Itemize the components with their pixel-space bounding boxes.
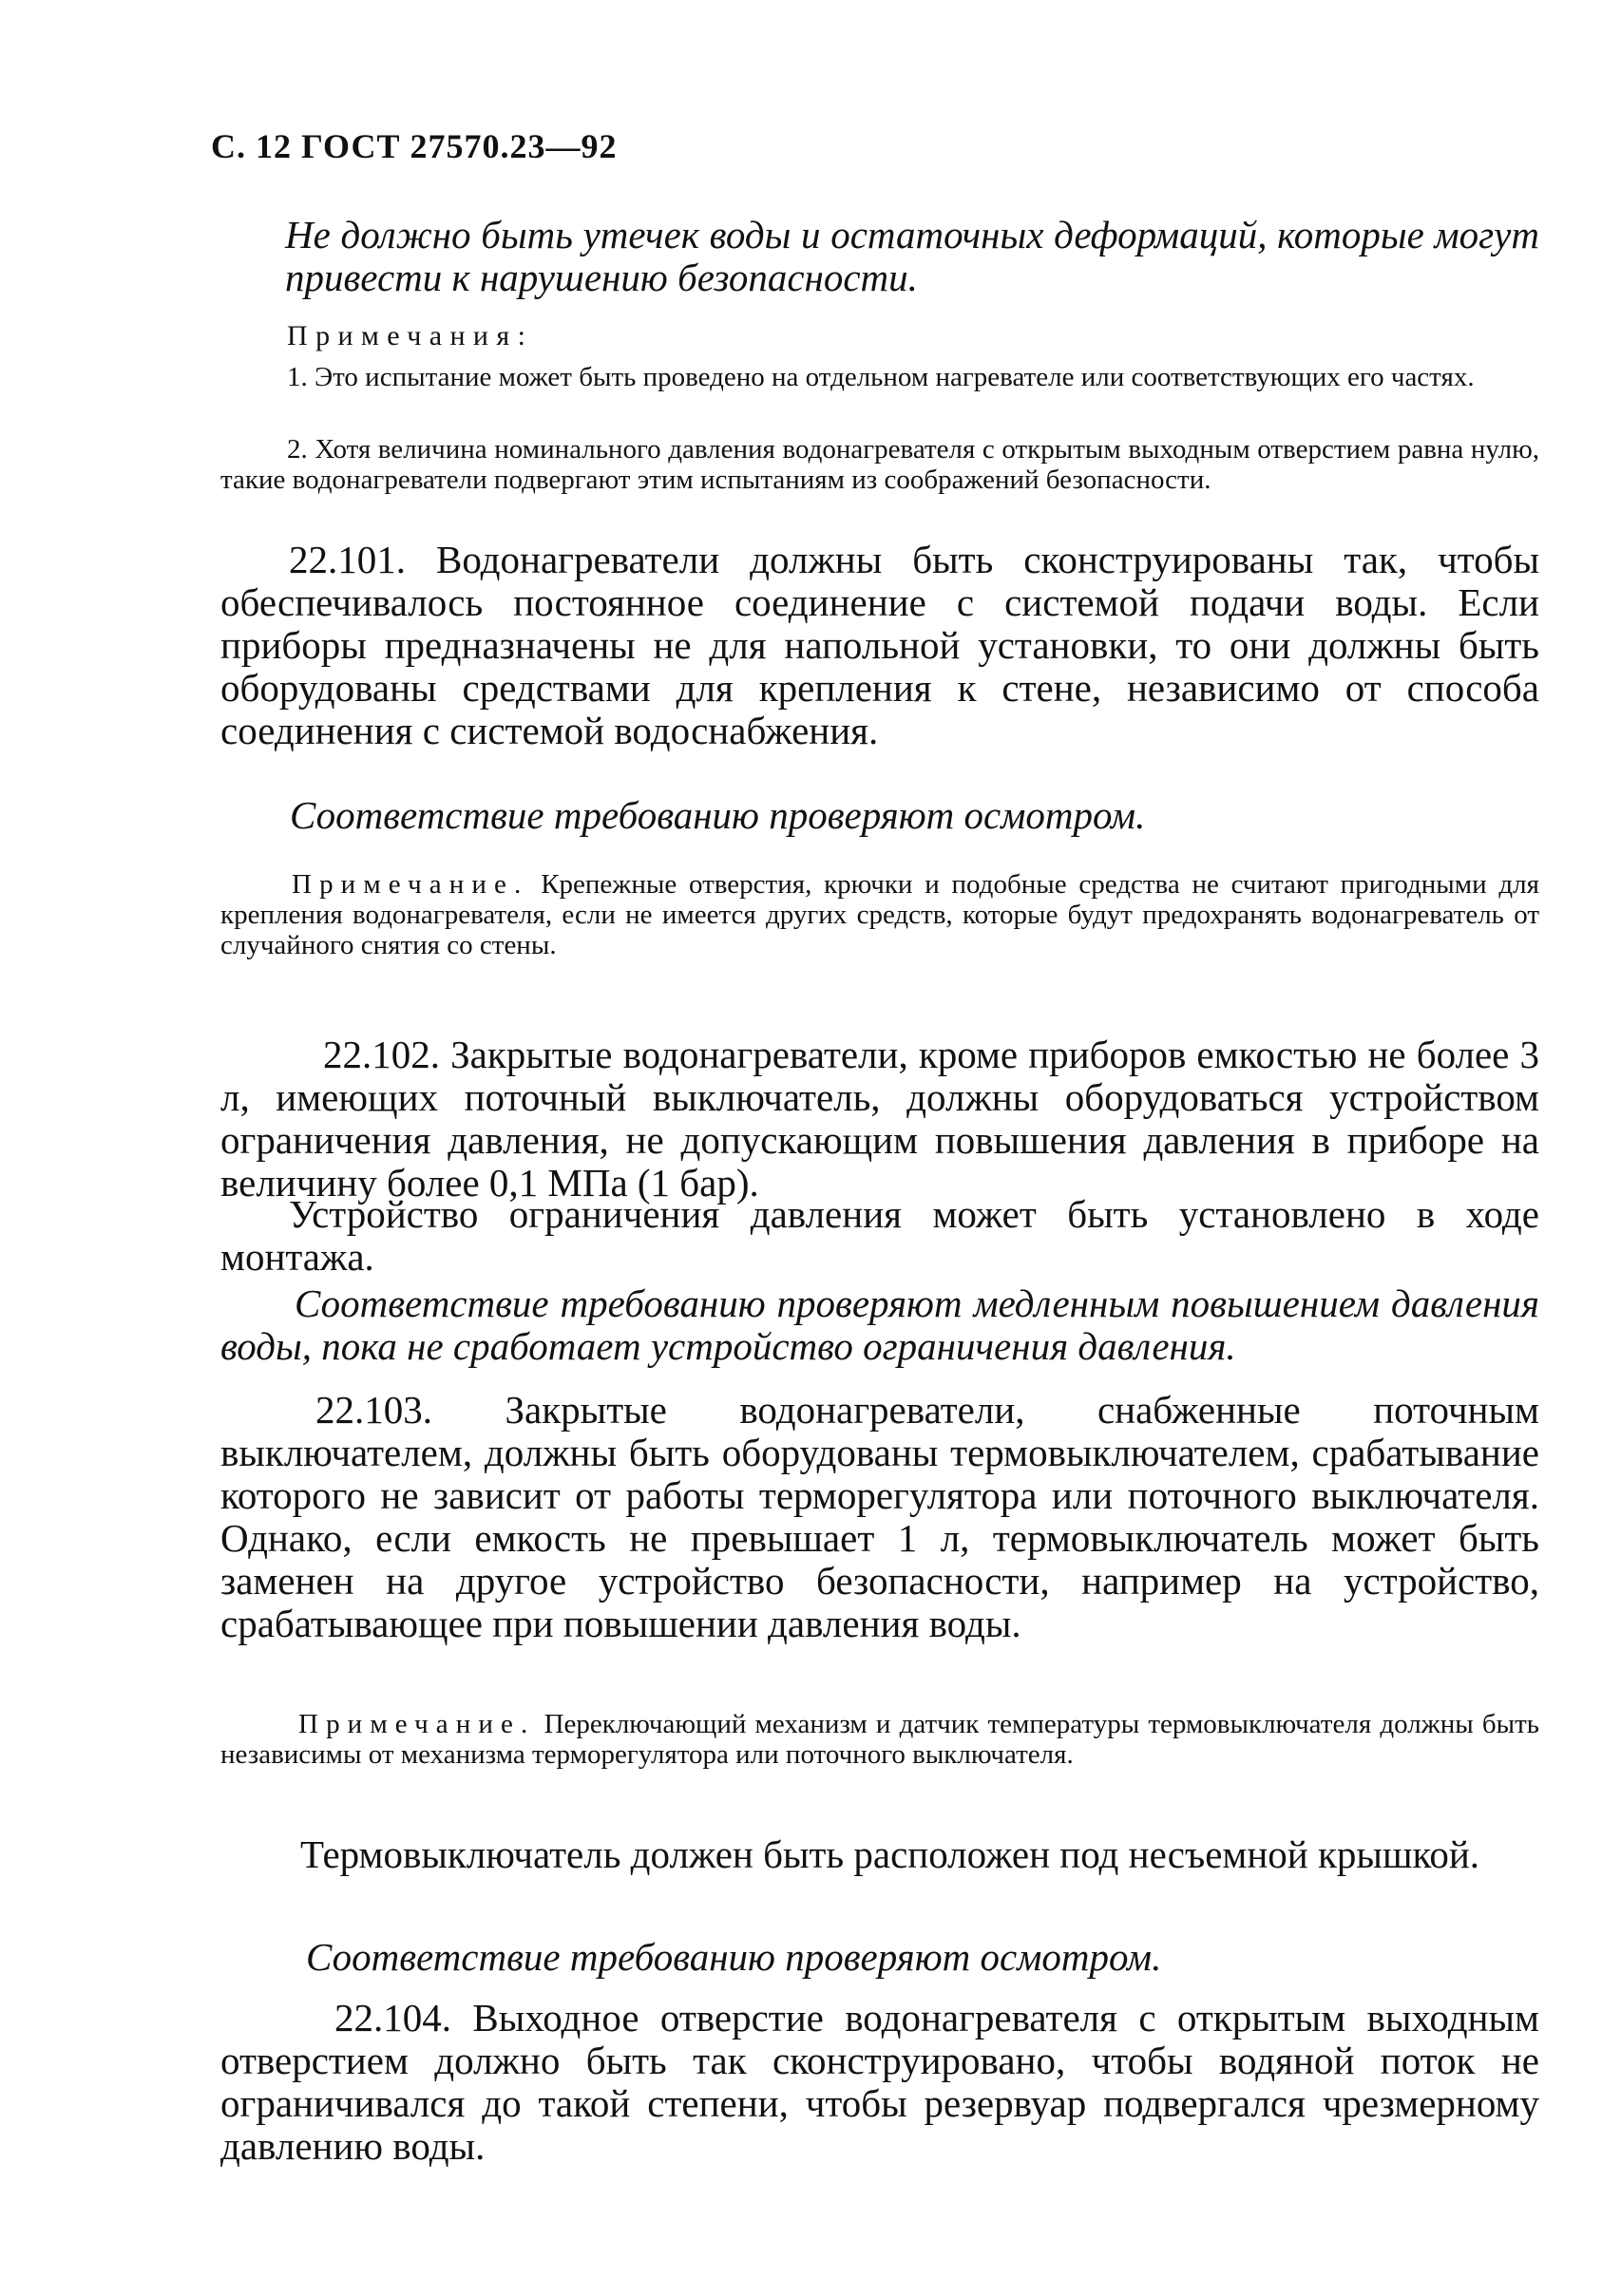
clause-22-102: 22.102. Закрытые водонагреватели, кроме приборов емкостью не более 3 л, имеющих поточный выключатель, должны оборудоваться устройством ограничения давления, не допускающим повышения давления в приборе на величину более 0,1 МПа (1 бар). — [220, 1033, 1539, 1205]
note-mounting — [220, 870, 1539, 961]
note-2: 2. Хотя величина номинального давления водонагревателя с открытым выходным отверстием равна нулю, такие водонагреватели подвергают этим испытаниям из соображений безопасности. — [220, 434, 1539, 495]
compliance-check-inspection-2: Соответствие требованию проверяют осмотром. — [306, 1935, 1162, 1979]
note-thermal-cutout — [220, 1710, 1539, 1771]
note-mounting-text: Крепежные отверстия, крючки и подобные средства не считают пригодными для крепления водонагревателя, если не имеется других средств, которые будут предохранять водонагреватель от случайного снятия со стены. — [220, 869, 1539, 960]
requirement-text: Не должно быть утечек воды и остаточных деформаций, которые могут привести к нарушению безопасности. — [285, 213, 1539, 300]
pressure-device-installation: Устройство ограничения давления может быть установлено в ходе монтажа. — [220, 1192, 1539, 1280]
compliance-check-pressure: Соответствие требованию проверяют медленным повышением давления воды, пока не сработает устройство ограничения давления. — [220, 1281, 1539, 1369]
page-header: С. 12 ГОСТ 27570.23—92 — [211, 127, 618, 165]
note-thermal-cutout-text: Переключающий механизм и датчик температуры термовыключателя должны быть независимы от механизма терморегулятора или поточного выключателя. — [220, 1709, 1539, 1770]
clause-22-103: 22.103. Закрытые водонагреватели, снабженные поточным выключателем, должны быть оборудованы термовыключателем, срабатывание которого не зависит от работы терморегулятора или поточного выключателя. Однако, если емкость не превышает 1 л, термовыключатель может быть заменен на другое устройство безопасности, например на устройство, срабатывающее при повышении давления воды. — [220, 1388, 1539, 1646]
note-1: 1. Это испытание может быть проведено на отдельном нагревателе или соответствующих его частях. — [287, 362, 1475, 392]
notes-heading: Примечания: — [287, 320, 534, 351]
note-label: Примечание. — [298, 1709, 536, 1739]
clause-22-104: 22.104. Выходное отверстие водонагревателя с открытым выходным отверстием должно быть так сконструировано, чтобы водяной поток не ограничивался до такой степени, чтобы резервуар подвергался чрезмерному давлению воды. — [220, 1996, 1539, 2169]
compliance-check-inspection: Соответствие требованию проверяют осмотром. — [290, 793, 1146, 837]
note-label: Примечание. — [292, 869, 529, 900]
clause-22-101: 22.101. Водонагреватели должны быть сконструированы так, чтобы обеспечивалось постоянное соединение с системой подачи воды. Если приборы предназначены не для напольной установки, то они должны быть оборудованы средствами для крепления к стене, независимо от способа соединения с системой водоснабжения. — [220, 538, 1539, 753]
thermal-cutout-location: Термовыключатель должен быть расположен под несъемной крышкой. — [300, 1832, 1480, 1876]
